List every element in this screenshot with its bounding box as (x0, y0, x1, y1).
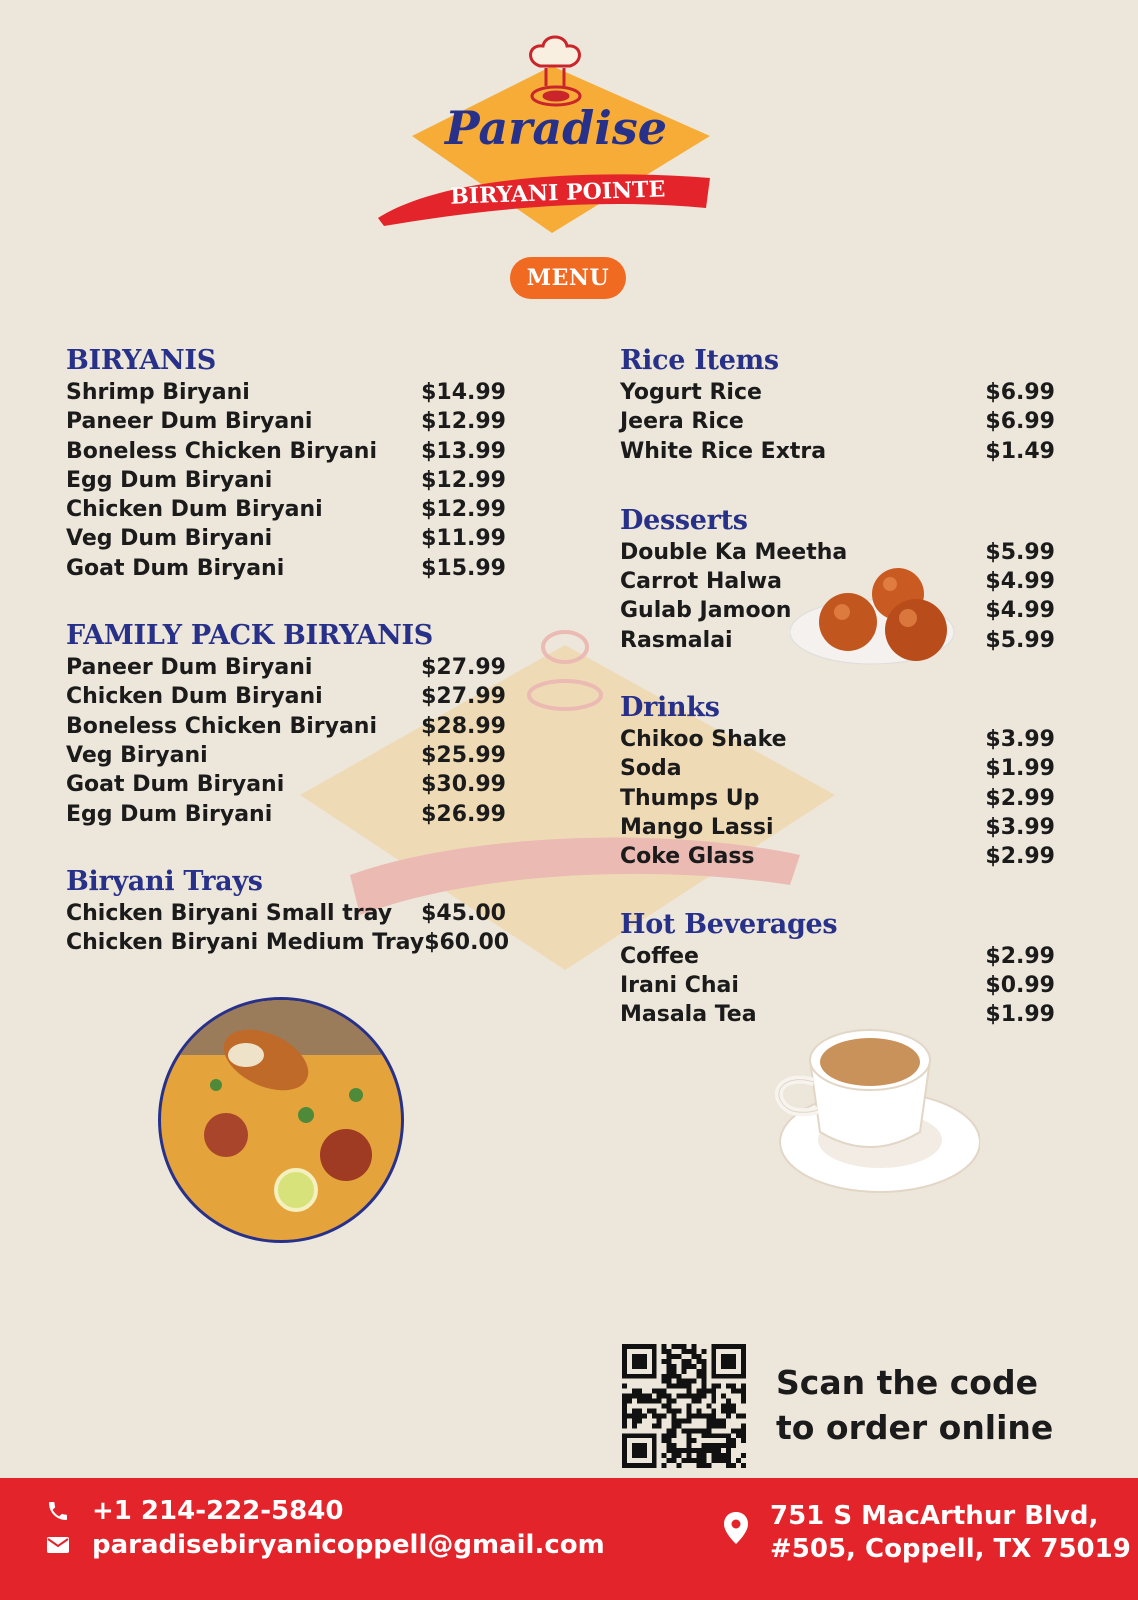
item-price: $30.99 (421, 772, 506, 798)
item-price: $5.99 (985, 627, 1055, 653)
item-name: Goat Dum Biryani (66, 772, 285, 798)
location-pin-icon (722, 1514, 750, 1542)
menu-item (66, 682, 506, 711)
item-price: $11.99 (421, 526, 506, 552)
item-name: Soda (620, 756, 682, 782)
menu-item (66, 466, 506, 495)
item-name: Carrot Halwa (620, 569, 782, 595)
qr-code[interactable] (622, 1344, 746, 1468)
item-price: $12.99 (421, 497, 506, 523)
item-price: $0.99 (985, 972, 1055, 998)
item-price: $1.49 (985, 438, 1055, 464)
menu-item (66, 712, 506, 741)
phone-number: +1 214-222-5840 (92, 1496, 344, 1526)
tea-cup-photo (760, 1022, 980, 1202)
item-price: $12.99 (421, 467, 506, 493)
menu-section (620, 908, 1055, 1030)
item-name: Paneer Dum Biryani (66, 409, 313, 435)
item-name: Masala Tea (620, 1002, 757, 1028)
item-price: $4.99 (985, 598, 1055, 624)
email-address: paradisebiryanicoppell@gmail.com (92, 1530, 605, 1560)
biryani-photo (156, 995, 406, 1245)
menu-item (620, 813, 1055, 842)
item-price: $12.99 (421, 409, 506, 435)
address-row[interactable] (722, 1500, 1131, 1566)
item-name: Egg Dum Biryani (66, 801, 273, 827)
item-name: Chicken Biryani Medium Tray (66, 930, 425, 956)
item-name: Double Ka Meetha (620, 539, 848, 565)
item-price: $26.99 (421, 801, 506, 827)
right-menu-column (620, 344, 1055, 1029)
item-price: $1.99 (985, 1002, 1055, 1028)
phone-row[interactable] (44, 1496, 343, 1526)
item-price: $6.99 (985, 409, 1055, 435)
item-price: $15.99 (421, 555, 506, 581)
menu-item (620, 725, 1055, 754)
menu-section (620, 344, 1055, 466)
menu-item (620, 942, 1055, 971)
mail-icon (44, 1531, 72, 1559)
scan-line-1: Scan the code (776, 1363, 1038, 1402)
item-price: $27.99 (421, 655, 506, 681)
section-title: Biryani Trays (66, 865, 263, 897)
item-price: $1.99 (985, 756, 1055, 782)
item-price: $25.99 (421, 742, 506, 768)
item-price: $3.99 (985, 814, 1055, 840)
scan-line-2: to order online (776, 1408, 1054, 1447)
left-menu-column (66, 344, 510, 957)
item-name: Chicken Biryani Small tray (66, 900, 393, 926)
item-name: Irani Chai (620, 972, 739, 998)
item-price: $4.99 (985, 569, 1055, 595)
section-title: Drinks (620, 692, 720, 724)
item-name: Chicken Dum Biryani (66, 497, 323, 523)
item-name: Yogurt Rice (620, 380, 762, 405)
item-price: $5.99 (985, 539, 1055, 565)
menu-item (66, 800, 506, 829)
menu-item (620, 378, 1055, 407)
menu-item (620, 437, 1055, 466)
menu-item (66, 407, 506, 436)
menu-section (66, 865, 510, 958)
item-price: $2.99 (985, 785, 1055, 811)
menu-item (66, 928, 510, 957)
section-title: Hot Beverages (620, 908, 838, 940)
item-name: Goat Dum Biryani (66, 555, 285, 581)
menu-item (620, 784, 1055, 813)
menu-item (66, 899, 506, 928)
menu-item (66, 770, 506, 799)
item-name: Mango Lassi (620, 814, 774, 840)
menu-item (66, 741, 506, 770)
item-name: Chikoo Shake (620, 727, 787, 753)
item-price: $28.99 (421, 713, 506, 739)
scan-to-order-text (776, 1360, 1076, 1450)
section-title: FAMILY PACK BIRYANIS (66, 620, 433, 652)
item-name: Paneer Dum Biryani (66, 655, 313, 681)
item-price: $13.99 (421, 438, 506, 464)
phone-icon (44, 1497, 72, 1525)
address-line-2: #505, Coppell, TX 75019 (770, 1534, 1131, 1564)
menu-section (66, 344, 506, 583)
item-name: Rasmalai (620, 627, 733, 653)
menu-item (66, 653, 506, 682)
menu-item (66, 495, 506, 524)
item-name: Veg Dum Biryani (66, 526, 273, 552)
brand-name-text: Paradise (444, 101, 668, 155)
menu-item (66, 554, 506, 583)
item-name: Egg Dum Biryani (66, 467, 273, 493)
menu-section (620, 691, 1055, 871)
item-name: Jeera Rice (620, 409, 744, 435)
menu-item (66, 437, 506, 466)
paradise-logo (370, 28, 730, 238)
menu-item (620, 971, 1055, 1000)
item-price: $27.99 (421, 684, 506, 710)
item-name: White Rice Extra (620, 438, 827, 464)
menu-item (620, 407, 1055, 436)
menu-item (66, 524, 506, 553)
menu-item (66, 378, 506, 407)
item-name: Boneless Chicken Biryani (66, 713, 377, 739)
brand-subtitle-text: BIRYANI POINTE (449, 176, 666, 210)
address-line-1: 751 S MacArthur Blvd, (770, 1501, 1099, 1531)
section-title: Desserts (620, 504, 748, 536)
contact-footer (0, 1478, 1138, 1600)
menu-item (620, 538, 1055, 567)
item-name: Coke Glass (620, 844, 755, 870)
section-title: BIRYANIS (66, 345, 216, 376)
menu-badge: MENU (510, 257, 626, 299)
item-name: Chicken Dum Biryani (66, 684, 323, 710)
item-price: $3.99 (985, 727, 1055, 753)
item-price: $14.99 (421, 380, 506, 405)
item-price: $2.99 (985, 943, 1055, 969)
item-price: $6.99 (985, 380, 1055, 405)
section-title: Rice Items (620, 345, 779, 376)
item-price: $60.00 (424, 930, 510, 956)
item-name: Shrimp Biryani (66, 380, 250, 405)
menu-section (66, 619, 506, 829)
gulab-jamun-photo (790, 566, 960, 670)
item-price: $2.99 (985, 844, 1055, 870)
email-row[interactable] (44, 1530, 605, 1560)
item-name: Thumps Up (620, 785, 760, 811)
item-name: Coffee (620, 943, 699, 969)
menu-item (620, 754, 1055, 783)
item-price: $45.00 (421, 900, 506, 926)
item-name: Veg Biryani (66, 742, 208, 768)
menu-item (620, 842, 1055, 871)
item-name: Boneless Chicken Biryani (66, 438, 377, 464)
item-name: Gulab Jamoon (620, 598, 792, 624)
